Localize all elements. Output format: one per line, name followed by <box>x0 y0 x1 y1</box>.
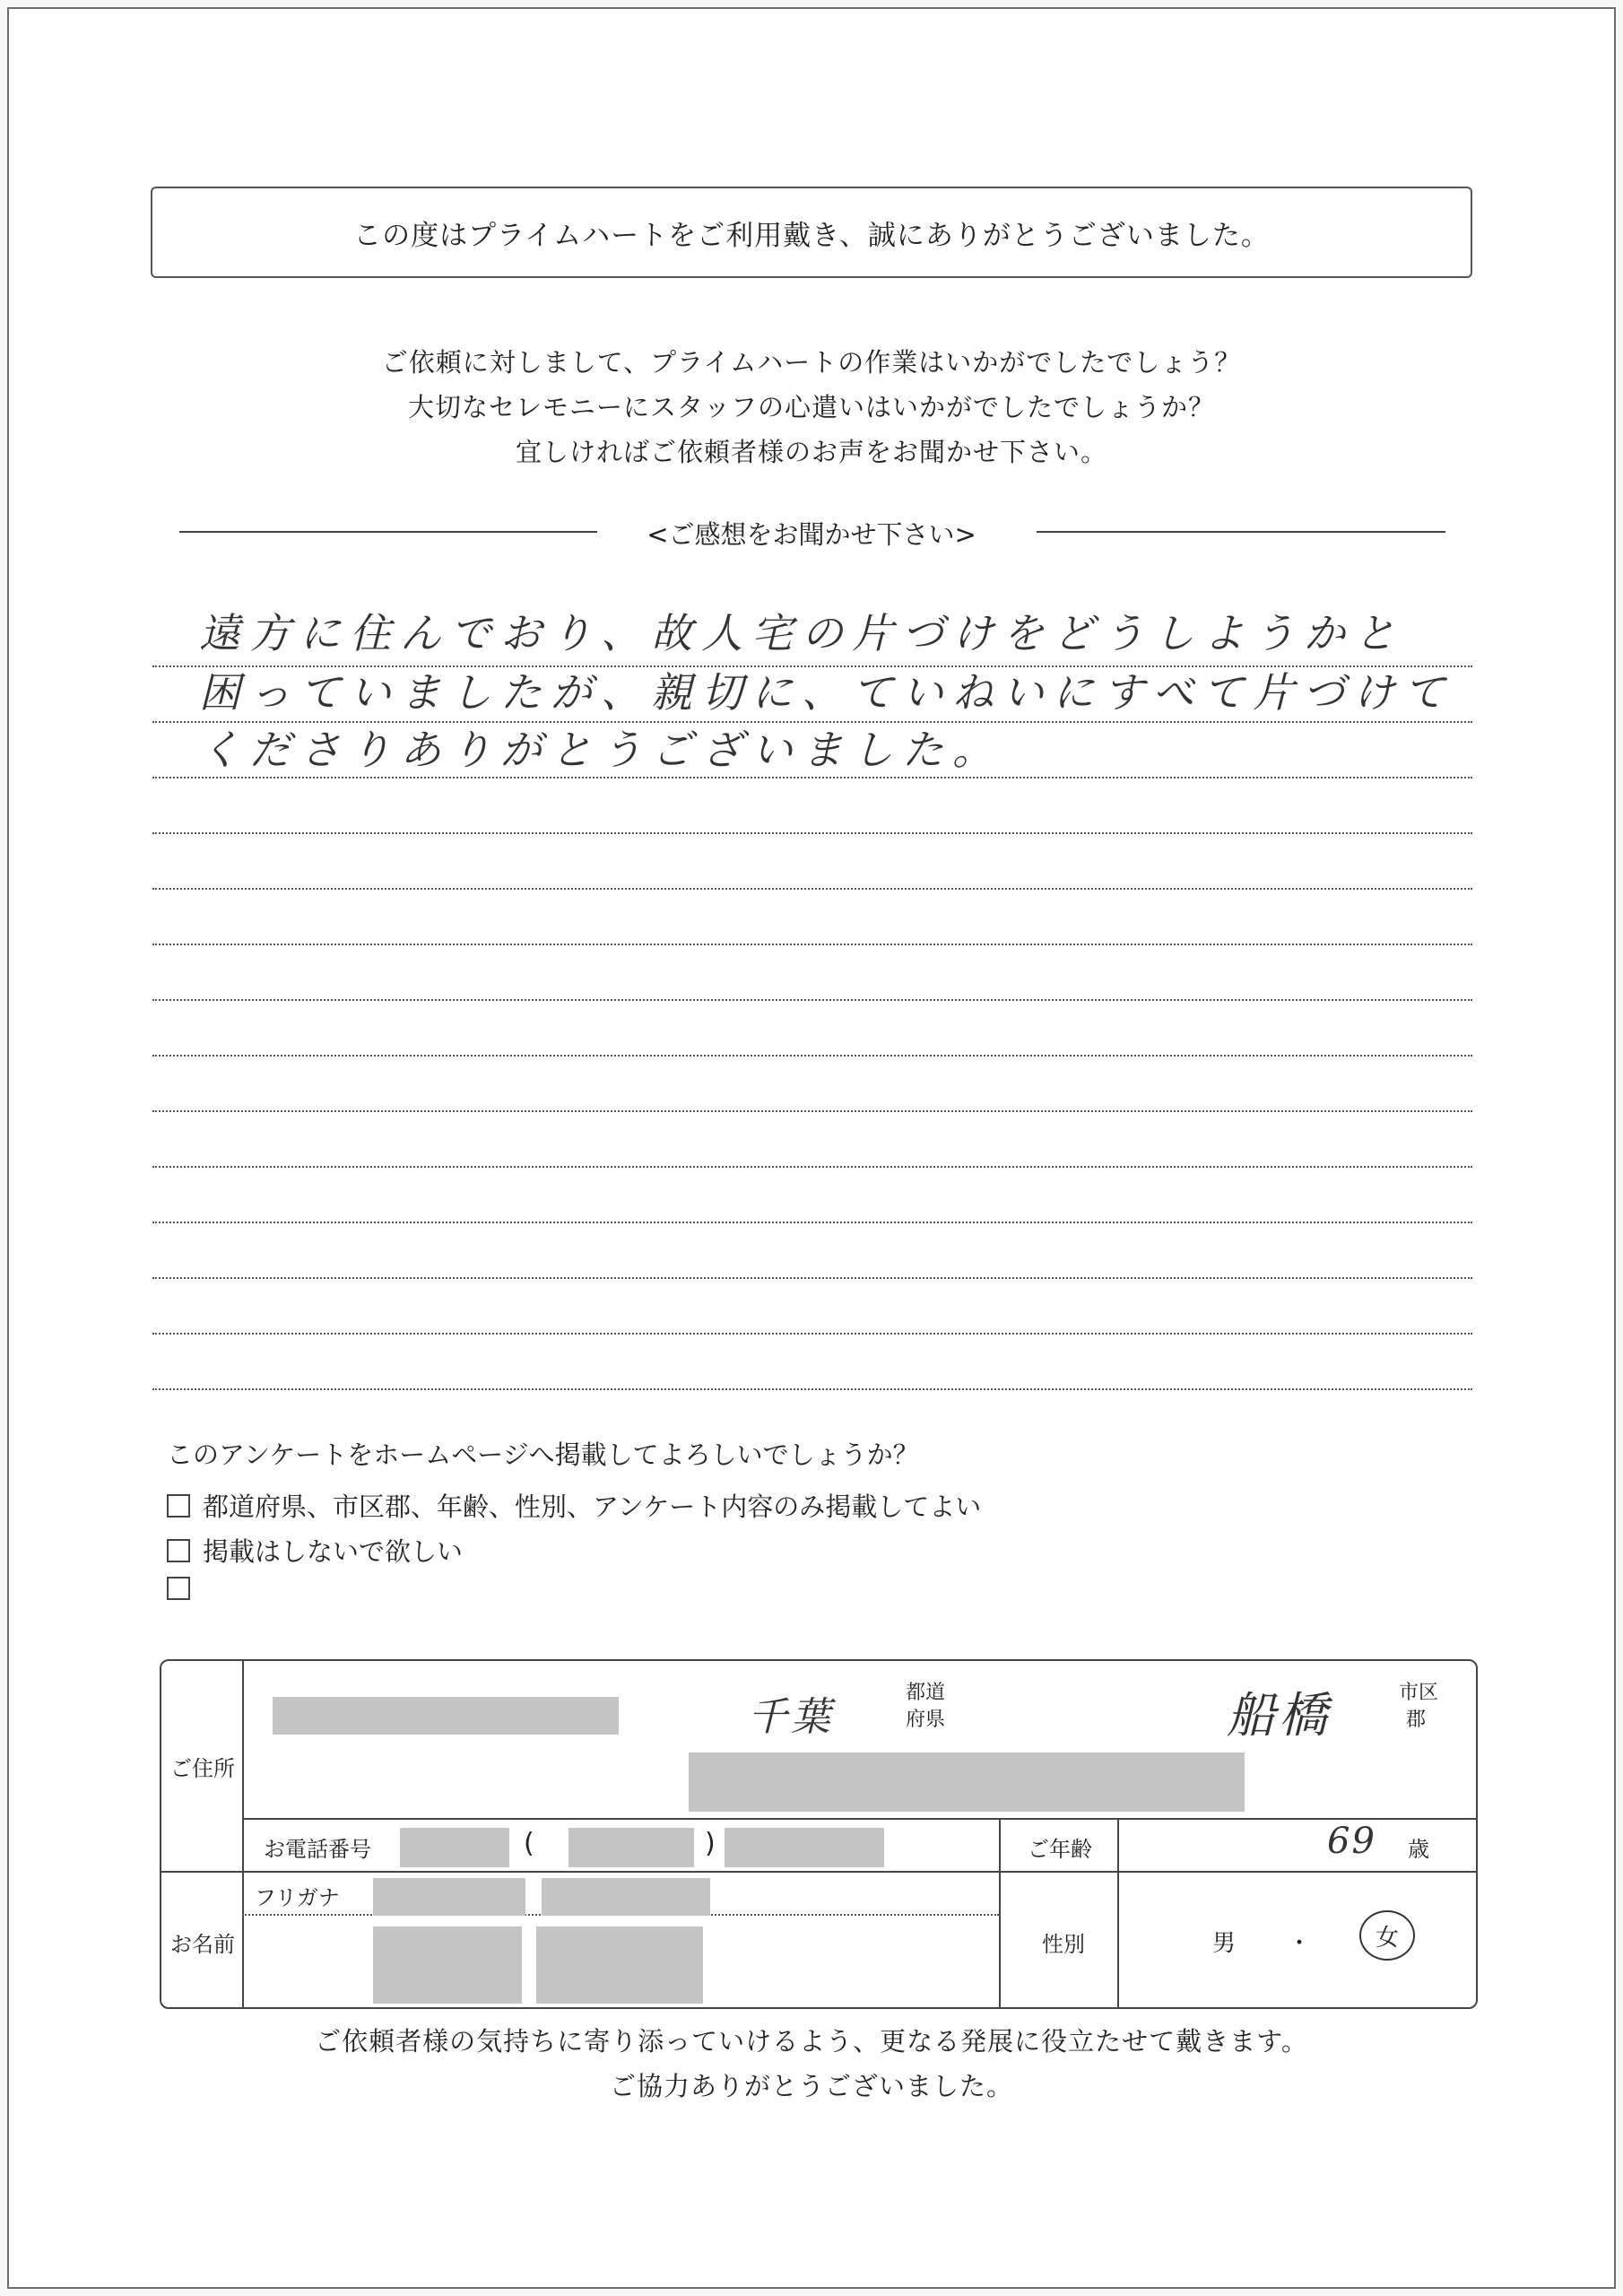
footer-line-2: ご協力ありがとうございました。 <box>609 2071 1013 2101</box>
age-unit: 歳 <box>1408 1837 1429 1862</box>
survey-sheet <box>7 7 1616 2289</box>
comment-line <box>152 999 1472 1001</box>
phone-name-divider <box>161 1871 1478 1873</box>
address-phone-divider <box>242 1818 1478 1820</box>
comments-section-label: <ご感想をお聞かせ下さい> <box>647 519 976 550</box>
prefecture-value: 千葉 <box>748 1694 834 1740</box>
comment-line <box>152 1277 1472 1279</box>
handwritten-comment-line-2: 困っていましたが、親切に、ていねいにすべて片づけて <box>199 668 1454 717</box>
comment-line <box>152 1055 1472 1057</box>
comment-line <box>152 777 1472 778</box>
address-label: ご住所 <box>170 1756 235 1781</box>
checkbox[interactable] <box>167 1577 190 1600</box>
comment-line <box>152 1333 1472 1335</box>
redacted-furigana-given <box>542 1878 710 1916</box>
comment-line <box>152 944 1472 945</box>
handwritten-comment-line-1: 遠方に住んでおり、故人宅の片づけをどうしようかと <box>199 609 1404 657</box>
section-rule-right <box>1037 531 1445 533</box>
right-label-divider-left <box>999 1818 1001 2009</box>
consent-option-no-publish[interactable] <box>167 1532 463 1569</box>
comment-line <box>152 888 1472 890</box>
customer-info-form <box>160 1659 1478 2009</box>
intro-line-1: ご依頼に対しまして、プライムハートの作業はいかがでしたでしょう？ <box>381 347 1242 378</box>
redacted-furigana-family <box>373 1878 525 1916</box>
gender-option-male[interactable]: 男 <box>1212 1930 1237 1957</box>
checkbox[interactable] <box>167 1539 190 1562</box>
right-label-divider-right <box>1117 1818 1119 2009</box>
prefecture-suffix-top: 都道 <box>906 1682 946 1704</box>
prefecture-suffix-bottom: 府県 <box>906 1709 946 1731</box>
consent-option-publish[interactable] <box>167 1487 981 1524</box>
redacted-name-family <box>373 1926 522 2004</box>
phone-close-paren: ) <box>705 1828 716 1859</box>
consent-option-label: 都道府県、市区郡、年齢、性別、アンケート内容のみ掲載してよい <box>203 1492 982 1522</box>
footer-line-1: ご依頼者様の気持ちに寄り添っていけるよう、更なる発展に役立たせて戴きます。 <box>315 2026 1308 2057</box>
comment-line <box>152 1110 1472 1112</box>
intro-line-2: 大切なセレモニーにスタッフの心遣いはいかがでしたでしょうか？ <box>407 392 1215 422</box>
redacted-street-address <box>689 1752 1245 1812</box>
redacted-phone-number <box>725 1828 884 1867</box>
consent-option-other[interactable] <box>167 1577 203 1600</box>
redacted-phone-area <box>400 1828 509 1867</box>
consent-question: このアンケートをホームページへ掲載してよろしいでしょうか？ <box>167 1439 919 1470</box>
redacted-phone-prefix <box>568 1828 694 1867</box>
gender-label: 性別 <box>1042 1932 1085 1957</box>
city-suffix-bottom: 郡 <box>1406 1709 1427 1731</box>
city-suffix-top: 市区 <box>1399 1682 1439 1704</box>
intro-line-3: 宜しければご依頼者様のお声をお聞かせ下さい。 <box>515 437 1107 467</box>
age-value: 69 <box>1327 1821 1376 1862</box>
city-value: 船橋 <box>1227 1687 1331 1744</box>
checkbox[interactable] <box>167 1494 190 1518</box>
comment-line <box>152 1222 1472 1223</box>
handwritten-comment-line-3: くださりありがとうございました。 <box>199 726 1002 774</box>
page-title: この度はプライムハートをご利用戴き、誠にありがとうございました。 <box>353 219 1270 252</box>
redacted-postal-code <box>273 1697 619 1735</box>
name-label: お名前 <box>170 1932 235 1957</box>
furigana-label: フリガナ <box>255 1885 340 1910</box>
comment-line <box>152 1166 1472 1168</box>
label-column-divider <box>242 1661 244 2009</box>
gender-separator: ・ <box>1288 1930 1312 1957</box>
phone-open-paren: ( <box>524 1828 534 1859</box>
redacted-name-given <box>536 1926 703 2004</box>
comment-line <box>152 832 1472 834</box>
phone-label: お電話番号 <box>264 1837 371 1862</box>
consent-option-label: 掲載はしないで欲しい <box>203 1536 464 1567</box>
age-label: ご年齢 <box>1028 1837 1092 1862</box>
title-box <box>151 187 1472 278</box>
gender-option-female[interactable] <box>1359 1910 1415 1961</box>
gender-female-label: 女 <box>1375 1924 1399 1952</box>
comment-line <box>152 1388 1472 1390</box>
